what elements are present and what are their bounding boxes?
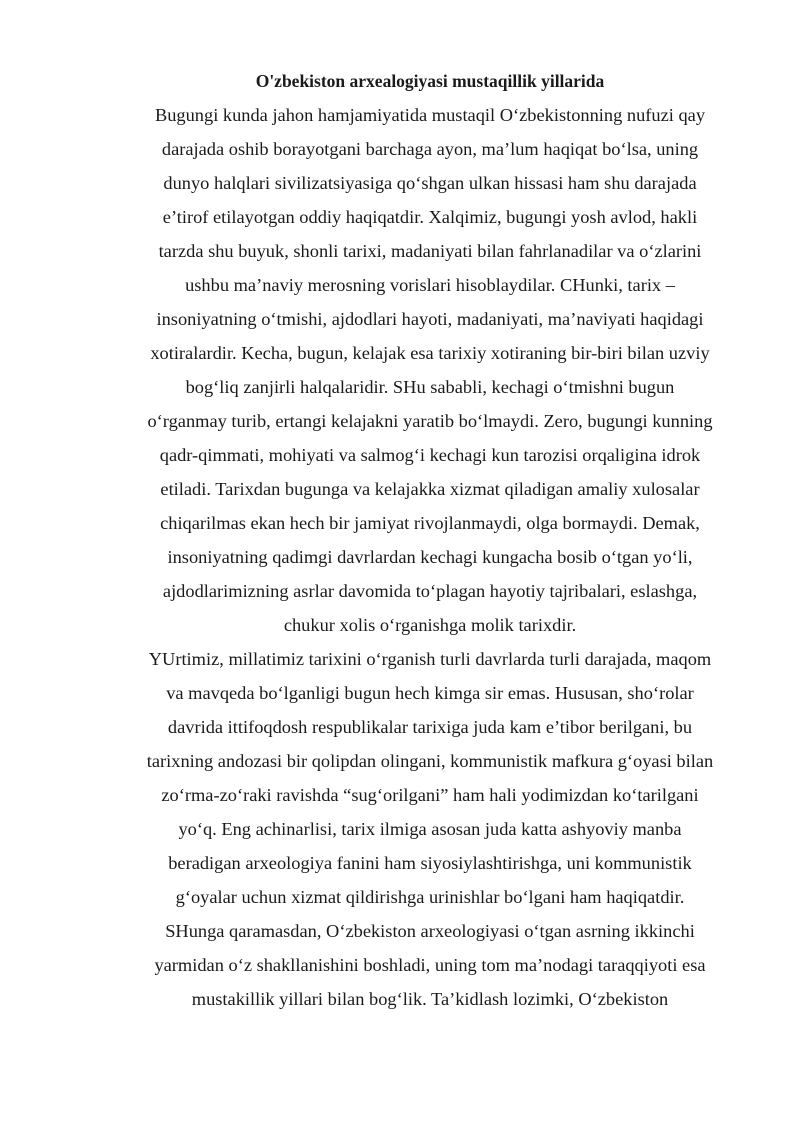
text-line: zo‘rma-zo‘raki ravishda “sug‘orilgani” ham hali yodimizdan ko‘tarilgani [161,785,699,805]
text-line: ushbu ma’naviy merosning vorislari hisoblaydilar. CHunki, tarix – [185,275,675,295]
text-line: davrida ittifoqdosh respublikalar tarixiga juda kam e’tibor berilgani, bu [167,717,693,737]
document-page [100,68,760,1016]
text-line: va mavqeda bo‘lganligi bugun hech kimga sir emas. Hususan, sho‘rolar [166,683,694,703]
text-line: YUrtimiz, millatimiz tarixini o‘rganish turli davrlarda turli darajada, maqom [148,649,712,669]
text-line: chukur xolis o‘rganishga molik tarixdir. [283,615,577,635]
text-line: qadr-qimmati, mohiyati va salmog‘i kechagi kun tarozisi orqaligina idrok [159,445,701,465]
text-line: g‘oyalar uchun xizmat qildirishga urinishlar bo‘lgani ham haqiqatdir. [175,887,685,907]
document-title: O'zbekiston arxealogiyasi mustaqillik yillarida [255,71,605,91]
text-line: o‘rganmay turib, ertangi kelajakni yaratib bo‘lmaydi. Zero, bugungi kunning [147,411,713,431]
text-line: insoniyatning o‘tmishi, ajdodlari hayoti, madaniyati, ma’naviyati haqidagi [156,309,704,329]
text-line: Bugungi kunda jahon hamjamiyatida mustaqil O‘zbekistonning nufuzi qay [154,105,706,125]
text-line: bog‘liq zanjirli halqalaridir. SHu sababli, kechagi o‘tmishni bugun [185,377,675,397]
text-line: beradigan arxeologiya fanini ham siyosiylashtirishga, uni kommunistik [168,853,692,873]
document-body [100,98,760,1016]
text-line: darajada oshib borayotgani barchaga ayon, ma’lum haqiqat bo‘lsa, uning [161,139,699,159]
text-line: chiqarilmas ekan hech bir jamiyat rivojlanmaydi, olga bormaydi. Demak, [160,513,700,533]
text-line: yarmidan o‘z shakllanishini boshladi, uning tom ma’nodagi taraqqiyoti esa [154,955,706,975]
text-line: tarzda shu buyuk, shonli tarixi, madaniyati bilan fahrlanadilar va o‘zlarini [158,241,702,261]
text-line: yo‘q. Eng achinarlisi, tarix ilmiga asosan juda katta ashyoviy manba [178,819,682,839]
text-line: etiladi. Tarixdan bugunga va kelajakka xizmat qiladigan amaliy xulosalar [160,479,700,499]
text-line: SHunga qaramasdan, O‘zbekiston arxeologiyasi o‘tgan asrning ikkinchi [165,921,695,941]
text-line: insoniyatning qadimgi davrlardan kechagi kungacha bosib o‘tgan yo‘li, [167,547,693,567]
text-line: e’tirof etilayotgan oddiy haqiqatdir. Xalqimiz, bugungi yosh avlod, hakli [162,207,698,227]
text-line: xotiralardir. Kecha, bugun, kelajak esa tarixiy xotiraning bir-biri bilan uzviy [150,343,710,363]
text-line: tarixning andozasi bir qolipdan olingani, kommunistik mafkura g‘oyasi bilan [146,751,714,771]
text-line: ajdodlarimizning asrlar davomida to‘plagan hayotiy tajribalari, eslashga, [162,581,698,601]
text-line: mustakillik yillari bilan bog‘lik. Ta’kidlash lozimki, O‘zbekiston [191,989,669,1009]
text-line: dunyo halqlari sivilizatsiyasiga qo‘shgan ulkan hissasi ham shu darajada [163,173,697,193]
